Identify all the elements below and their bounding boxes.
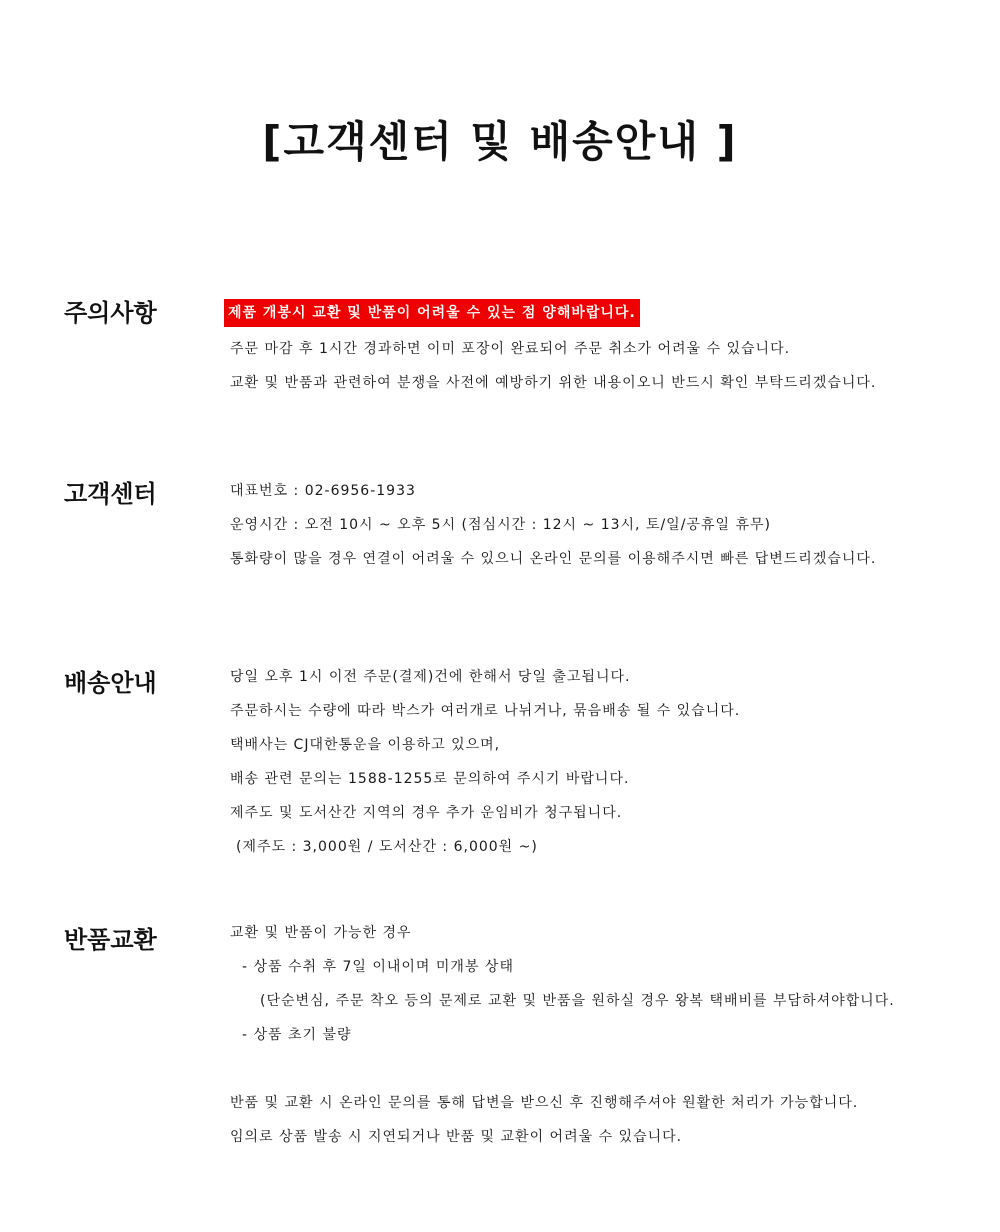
customer-center-lines: [230, 474, 990, 576]
delivery-line: (제주도 : 3,000원 / 도서산간 : 6,000원 ~): [236, 839, 538, 855]
operating-hours-line: 운영시간 : 오전 10시 ~ 오후 5시 (점심시간 : 12시 ~ 13시, 토/일/공휴일 휴무): [230, 517, 771, 533]
returns-line: - 상품 수취 후 7일 이내이며 미개봉 상태: [242, 959, 514, 975]
notice-heading: 주의사항: [64, 299, 157, 327]
notice-lines: [230, 298, 990, 400]
returns-line: - 상품 초기 불량: [242, 1027, 352, 1043]
delivery-line: 배송 관련 문의는 1588-1255로 문의하여 주시기 바랍니다.: [230, 771, 630, 787]
delivery-line: 주문하시는 수량에 따라 박스가 여러개로 나뉘거나, 묶음배송 될 수 있습니다.: [230, 703, 741, 719]
customer-center-note-line: 통화량이 많을 경우 연결이 어려울 수 있으니 온라인 문의를 이용해주시면 빠른 답변드리겠습니다.: [230, 551, 877, 567]
delivery-line: 제주도 및 도서산간 지역의 경우 추가 운임비가 청구됩니다.: [230, 805, 623, 821]
returns-line: 교환 및 반품이 가능한 경우: [230, 925, 412, 941]
phone-number-line: 대표번호 : 02-6956-1933: [230, 483, 416, 499]
page-title: [고객센터 및 배송안내 ]: [262, 117, 738, 166]
customer-center-heading: 고객센터: [64, 480, 157, 508]
notice-highlight: 제품 개봉시 교환 및 반품이 어려울 수 있는 점 양해바랍니다.: [224, 299, 640, 327]
delivery-lines: [230, 660, 990, 864]
returns-heading: 반품교환: [64, 926, 157, 954]
returns-lines: [230, 916, 990, 1154]
delivery-line: 택배사는 CJ대한통운을 이용하고 있으며,: [230, 737, 501, 753]
notice-line: 교환 및 반품과 관련하여 분쟁을 사전에 예방하기 위한 내용이오니 반드시 확인 부탁드리겠습니다.: [230, 375, 877, 391]
returns-line: 반품 및 교환 시 온라인 문의를 통해 답변을 받으신 후 진행해주셔야 원활한 처리가 가능합니다.: [230, 1095, 859, 1111]
delivery-heading: 배송안내: [64, 669, 157, 697]
notice-highlight-line: [230, 298, 990, 332]
delivery-line: 당일 오후 1시 이전 주문(결제)건에 한해서 당일 출고됩니다.: [230, 669, 631, 685]
returns-line: (단순변심, 주문 착오 등의 문제로 교환 및 반품을 원하실 경우 왕복 택배비를 부담하셔야합니다.: [260, 993, 895, 1009]
returns-line: 임의로 상품 발송 시 지연되거나 반품 및 교환이 어려울 수 있습니다.: [230, 1129, 683, 1145]
notice-line: 주문 마감 후 1시간 경과하면 이미 포장이 완료되어 주문 취소가 어려울 수 있습니다.: [230, 341, 791, 357]
